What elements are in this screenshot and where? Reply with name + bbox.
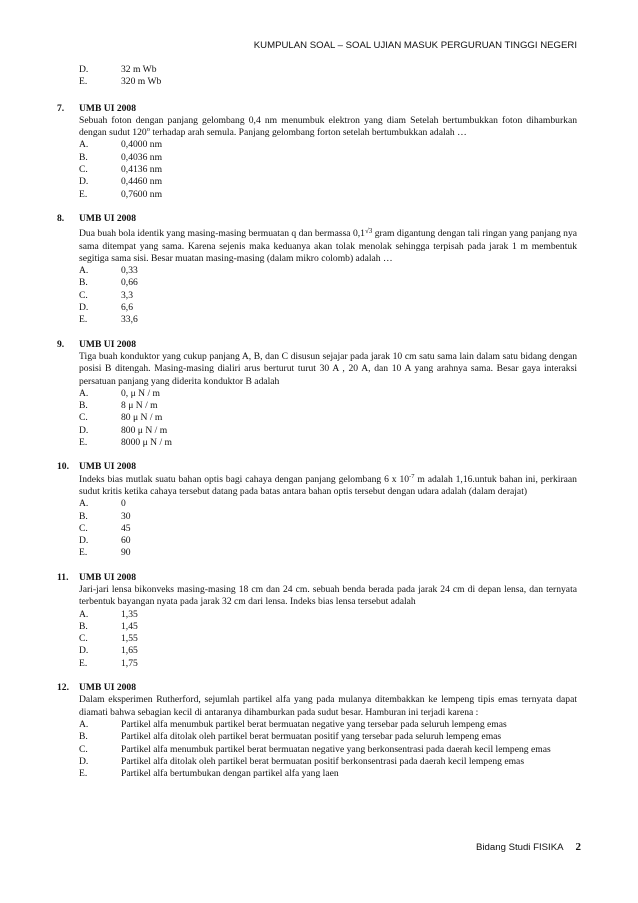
body-text: Indeks bias mutlak suatu bahan optis bagi cahaya dengan panjang gelombang 6 x 10	[79, 473, 410, 485]
option-letter: D.	[79, 176, 89, 188]
question-number: 10.	[57, 461, 69, 473]
option-text: 30	[121, 510, 131, 522]
exponent-sup: -7	[409, 472, 415, 480]
question-number: 9.	[57, 338, 65, 350]
option-letter: B.	[79, 151, 88, 163]
question-7	[57, 103, 577, 201]
option-text: 0	[121, 498, 126, 510]
option-letter: D.	[79, 64, 89, 75]
question-body	[79, 115, 577, 140]
option-item	[79, 609, 577, 621]
option-item	[79, 658, 577, 670]
question-11	[57, 572, 577, 670]
page-footer	[0, 841, 581, 853]
option-text: 8000 μ N / m	[121, 437, 172, 449]
option-item	[79, 437, 577, 449]
option-text: 800 μ N / m	[121, 424, 168, 436]
option-item	[79, 498, 577, 510]
option-item	[79, 535, 577, 547]
option-item	[79, 64, 577, 76]
body-text: gram digantung dengan tali ringan yang panjang nya sama ditempat yang sama. Karena sejenis maka keduanya akan tolak menolak sehingga terpisah pada jarak 1 m membentuk segitiga sama sisi. Besar muatan masing-masing (dalam mikro colomb) adalah …	[79, 228, 577, 264]
option-text: 1,55	[121, 633, 138, 645]
option-letter: E.	[79, 314, 88, 326]
option-letter: D.	[79, 424, 89, 436]
option-text: 0,4036 nm	[121, 151, 163, 163]
option-item	[79, 412, 577, 424]
option-text: 33,6	[121, 314, 138, 326]
question-body: Dalam eksperimen Rutherford, sejumlah partikel alfa yang pada mulanya ditembakkan ke lempeng tipis emas ternyata dapat diamati bahwa sebagian kecil di antaranya dihamburkan pada sudut besar. Hamburan ini terjadi karena :	[79, 694, 577, 718]
option-text: 0,7600 nm	[121, 188, 163, 200]
option-item	[79, 768, 577, 780]
option-item	[79, 139, 577, 151]
question-source: UMB UI 2008	[79, 212, 137, 224]
option-text: 0,4460 nm	[121, 176, 163, 188]
option-letter: C.	[79, 164, 88, 176]
option-letter: B.	[79, 620, 88, 632]
option-letter: B.	[79, 510, 88, 522]
question-source: UMB UI 2008	[79, 571, 137, 583]
option-text: Partikel alfa bertumbukan dengan partikel alfa yang laen	[121, 768, 339, 780]
option-item	[79, 76, 577, 88]
option-item	[79, 523, 577, 535]
option-letter: C.	[79, 412, 88, 424]
option-letter: D.	[79, 535, 89, 547]
option-text: 6,6	[121, 302, 133, 314]
option-text: 1,75	[121, 657, 138, 669]
question-body: Tiga buah konduktor yang cukup panjang A, B, dan C disusun sejajar pada jarak 10 cm satu sama lain dalam satu bidang dengan posisi B ditengah. Masing-masing dialiri arus berturut turut 30 A , 20 A, dan 10 A yang arahnya sama. Besar gaya interaksi persatuan panjang yang diderita konduktor B adalah	[79, 350, 577, 387]
option-item	[79, 176, 577, 188]
option-text: 1,35	[121, 608, 138, 620]
option-item	[79, 425, 577, 437]
option-letter: D.	[79, 645, 89, 657]
question-source: UMB UI 2008	[79, 338, 137, 350]
footer-label: Bidang Studi FISIKA	[476, 842, 564, 853]
option-text: 320 m Wb	[121, 76, 162, 88]
option-letter: A.	[79, 718, 89, 730]
question-body: Jari-jari lensa bikonveks masing-masing 18 cm dan 24 cm. sebuah benda berada pada jarak 24 cm di depan lensa, dan ternyata terbentuk bayangan nyata pada jarak 32 cm dari lensa. Indeks bias lensa tersebut adalah	[79, 583, 577, 608]
option-text: 80 μ N / m	[121, 412, 163, 424]
question-12	[57, 682, 577, 780]
question-number: 8.	[57, 212, 65, 224]
option-letter: A.	[79, 608, 89, 620]
degree-sup: o	[146, 126, 150, 133]
option-item	[79, 277, 577, 289]
sqrt-symbol: √3	[364, 227, 373, 236]
question-8	[57, 213, 577, 327]
option-text: Partikel alfa ditolak oleh partikel berat bermuatan positif yang tersebar pada seluruh lempeng emas	[121, 731, 502, 743]
option-item	[79, 388, 577, 400]
option-item	[79, 290, 577, 302]
option-letter: D.	[79, 755, 89, 767]
option-text: 8 μ N / m	[121, 400, 158, 412]
option-letter: C.	[79, 743, 88, 755]
option-text: 0,4136 nm	[121, 164, 163, 176]
option-item	[79, 756, 577, 768]
option-text: 0,33	[121, 265, 138, 277]
question-body	[79, 474, 577, 499]
option-letter: E.	[79, 657, 88, 669]
option-text: 1,65	[121, 645, 138, 657]
option-item	[79, 744, 577, 756]
option-letter: E.	[79, 188, 88, 200]
option-letter: B.	[79, 400, 88, 412]
option-text: 1,45	[121, 620, 138, 632]
question-9	[57, 339, 577, 450]
option-item	[79, 621, 577, 633]
option-letter: C.	[79, 633, 88, 645]
option-letter: E.	[79, 768, 88, 780]
body-text: m adalah 1,16.untuk bahan ini, perkiraan sudut kritis ketika cahaya tersebut datang pada batas antara bahan optis tersebut dengan udara adalah (dalam derajat)	[79, 473, 577, 497]
page-header: KUMPULAN SOAL – SOAL UJIAN MASUK PERGURUAN TINGGI NEGERI	[253, 40, 577, 51]
option-item	[79, 152, 577, 164]
option-text: 3,3	[121, 289, 133, 301]
option-item	[79, 302, 577, 314]
question-number: 11.	[57, 571, 69, 583]
option-text: 0,4000 nm	[121, 139, 163, 151]
option-item	[79, 265, 577, 277]
option-letter: A.	[79, 265, 89, 277]
body-text: Sebuah foton dengan panjang gelombang 0,4 nm menumbuk elektron yang diam Setelah bertumbukkan foton dihamburkan dengan sudut 120	[79, 114, 577, 139]
option-letter: C.	[79, 289, 88, 301]
option-item	[79, 731, 577, 743]
option-letter: E.	[79, 76, 88, 88]
option-text: 32 m Wb	[121, 64, 157, 75]
option-item	[79, 189, 577, 201]
option-letter: B.	[79, 731, 88, 743]
option-letter: A.	[79, 139, 89, 151]
option-letter: D.	[79, 302, 89, 314]
question-10	[57, 461, 577, 559]
option-text: 0, μ N / m	[121, 387, 160, 399]
body-text: Dua buah bola identik yang masing-masing bermuatan q dan bermassa 0,1	[79, 228, 365, 240]
option-letter: B.	[79, 277, 88, 289]
question-body	[79, 225, 577, 265]
question-source: UMB UI 2008	[79, 102, 137, 114]
option-text: 45	[121, 522, 131, 534]
option-text: Partikel alfa ditolak oleh partikel berat bermuatan positif berkonsentrasi pada daerah kecil lempeng emas	[121, 755, 525, 767]
option-item	[79, 547, 577, 559]
option-letter: E.	[79, 437, 88, 449]
question-source: UMB UI 2008	[79, 682, 137, 694]
page-content	[57, 64, 577, 780]
option-letter: C.	[79, 522, 88, 534]
option-text: 90	[121, 547, 131, 559]
option-text: 60	[121, 535, 131, 547]
option-item	[79, 719, 577, 731]
question-number: 7.	[57, 102, 65, 114]
option-text: Partikel alfa menumbuk partikel berat bermuatan negative yang tersebar pada seluruh lempeng emas	[121, 718, 507, 730]
option-item	[79, 400, 577, 412]
body-text: terhadap arah semula. Panjang gelombang forton setelah bertumbukkan adalah …	[149, 127, 467, 139]
option-letter: E.	[79, 547, 88, 559]
lead-options	[57, 64, 577, 89]
page-number: 2	[575, 841, 581, 853]
option-text: 0,66	[121, 277, 138, 289]
option-item	[79, 511, 577, 523]
option-letter: A.	[79, 498, 89, 510]
question-number: 12.	[57, 682, 69, 694]
option-text: Partikel alfa menumbuk partikel berat bermuatan negative yang berkonsentrasi pada daerah kecil lempeng emas	[121, 743, 551, 755]
option-item	[79, 164, 577, 176]
option-item	[79, 633, 577, 645]
option-item	[79, 314, 577, 326]
question-source: UMB UI 2008	[79, 461, 137, 473]
option-item	[79, 645, 577, 657]
option-letter: A.	[79, 387, 89, 399]
